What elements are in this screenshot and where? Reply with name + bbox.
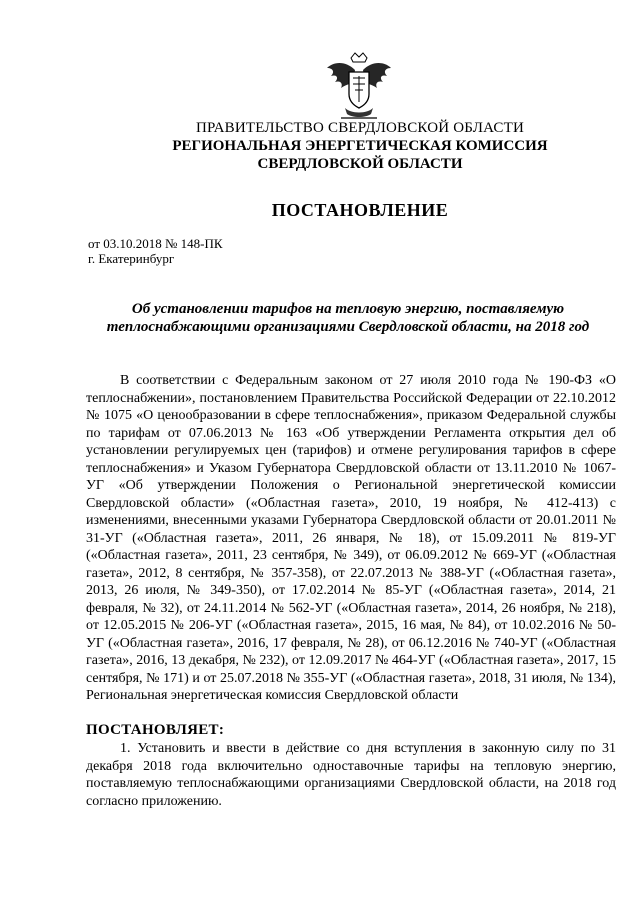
decree-word: ПОСТАНОВЛЯЕТ:: [86, 722, 225, 738]
clause-1-paragraph: 1. Установить и ввести в действие со дня вступления в законную силу по 31 декабря 2018 года включительно одноставочные тарифы на тепловую энергию, поставляемую теплоснабжающими организациями Свердловской области, на 2018 год согласно приложению.: [86, 741, 616, 809]
document-type-title: ПОСТАНОВЛЕНИЕ: [271, 200, 449, 220]
document-subject-line2: теплоснабжающими организациями Свердловской области, на 2018 год: [106, 319, 590, 335]
document-date-number: от 03.10.2018 № 148-ПК: [88, 236, 223, 251]
document-subject-line1: Об установлении тарифов на тепловую энергию, поставляемую: [131, 301, 565, 317]
org-name-region: СВЕРДЛОВСКОЙ ОБЛАСТИ: [257, 156, 463, 172]
document-city: г. Екатеринбург: [88, 251, 175, 266]
preamble-paragraph: В соответствии с Федеральным законом от 27 июля 2010 года № 190-ФЗ «О теплоснабжении», постановлением Правительства Российской Федерации от 22.10.2012 № 1075 «О ценообразовании в сфере теплоснабжения», приказом Федеральной службы по тарифам от 07.06.2013 № 163 «Об утверждении Регламента открытия дел об установлении регулируемых цен (тарифов) и отмене регулирования тарифов в сфере теплоснабжения» и Указом Губернатора Свердловской области от 13.11.2010 № 1067-УГ «Об утверждении Положения о Региональной энергетической комиссии Свердловской области» («Областная газета», 2010, 19 ноября, № 412-413) с изменениями, внесенными указами Губернатора Свердловской области от 20.01.2011 № 31-УГ («Областная газета», 2011, 26 января, № 18), от 15.09.2011 № 819-УГ («Областная газета», 2011, 23 сентября, № 349), от 06.09.2012 № 669-УГ («Областная газета», 2012, 8 сентября, № 357-358), от 22.07.2013 № 388-УГ («Областная газета», 2013, 26 июля, № 349-350), от 17.02.2014 № 85-УГ («Областная газета», 2014, 21 февраля, № 32), от 24.11.2014 № 562-УГ («Областная газета», 2014, 26 ноября, № 218), от 12.05.2015 № 206-УГ («Областная газета», 2015, 16 мая, № 84), от 10.02.2016 № 50-УГ («Областная газета», 2016, 17 февраля, № 28), от 06.12.2016 № 740-УГ («Областная газета», 2016, 13 декабря, № 232), от 12.09.2017 № 464-УГ («Областная газета», 2017, 15 сентября, № 171) и от 25.07.2018 № 355-УГ («Областная газета», 2018, 31 июля, № 134), Региональная энергетическая комиссия Свердловской области: [86, 373, 616, 703]
coat-of-arms-icon: [325, 52, 393, 122]
org-name-government: ПРАВИТЕЛЬСТВО СВЕРДЛОВСКОЙ ОБЛАСТИ: [195, 120, 525, 136]
org-name-commission: РЕГИОНАЛЬНАЯ ЭНЕРГЕТИЧЕСКАЯ КОМИССИЯ: [172, 138, 548, 154]
